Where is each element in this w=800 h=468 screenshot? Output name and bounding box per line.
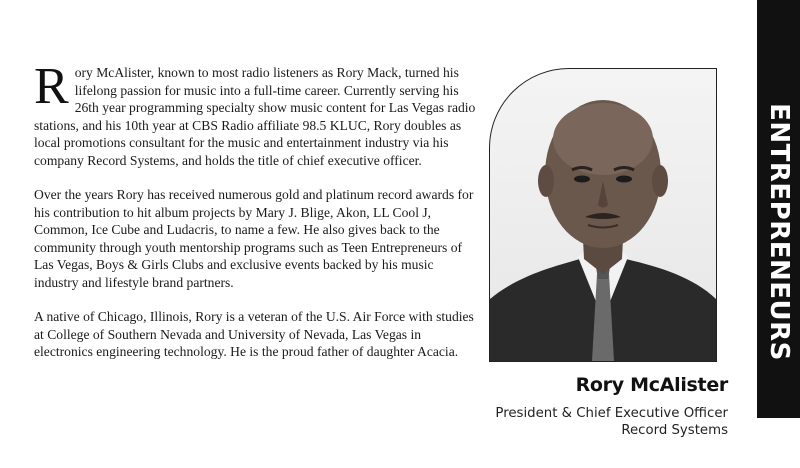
paragraph-1-text: ory McAlister, known to most radio listeners as Rory Mack, turned his lifelong passion for music into a full-time career. Currently serving his 26th year programming specialty show music content for Las Vegas radio stations, and his 10th year at CBS Radio affiliate 98.5 KLUC, Rory doubles as local promotions consultant for the music and entertainment industry via his company Record Systems, and holds the title of chief executive officer. — [34, 65, 476, 168]
paragraph-2: Over the years Rory has received numerous gold and platinum record awards for his contribution to hit album projects by Mary J. Blige, Akon, LL Cool J, Common, Ice Cube and Ludacris, to name a few. He also gives back to the community through youth mentorship programs such as Teen Entrepreneurs of Las Vegas, Boys & Girls Clubs and exclusive events backed by his music industry and lifestyle brand partners. — [34, 187, 474, 290]
portrait-photo — [489, 68, 717, 362]
paragraph-3: A native of Chicago, Illinois, Rory is a veteran of the U.S. Air Force with studies at College of Southern Nevada and University of Nevada, Las Vegas in electronics engineering technology. He is the proud father of daughter Acacia. — [34, 309, 474, 359]
person-title-line-1: President & Chief Executive Officer — [495, 406, 728, 421]
drop-cap: R — [34, 58, 69, 115]
person-title — [495, 405, 728, 439]
section-label: ENTREPRENEURS — [763, 103, 794, 361]
section-label-wrap — [757, 0, 800, 418]
person-title-line-2: Record Systems — [621, 423, 728, 438]
portrait-illustration — [490, 69, 716, 361]
section-tab — [757, 0, 800, 418]
article-body — [34, 58, 478, 378]
paragraph-1 — [34, 58, 478, 169]
person-name: Rory McAlister — [575, 374, 728, 396]
